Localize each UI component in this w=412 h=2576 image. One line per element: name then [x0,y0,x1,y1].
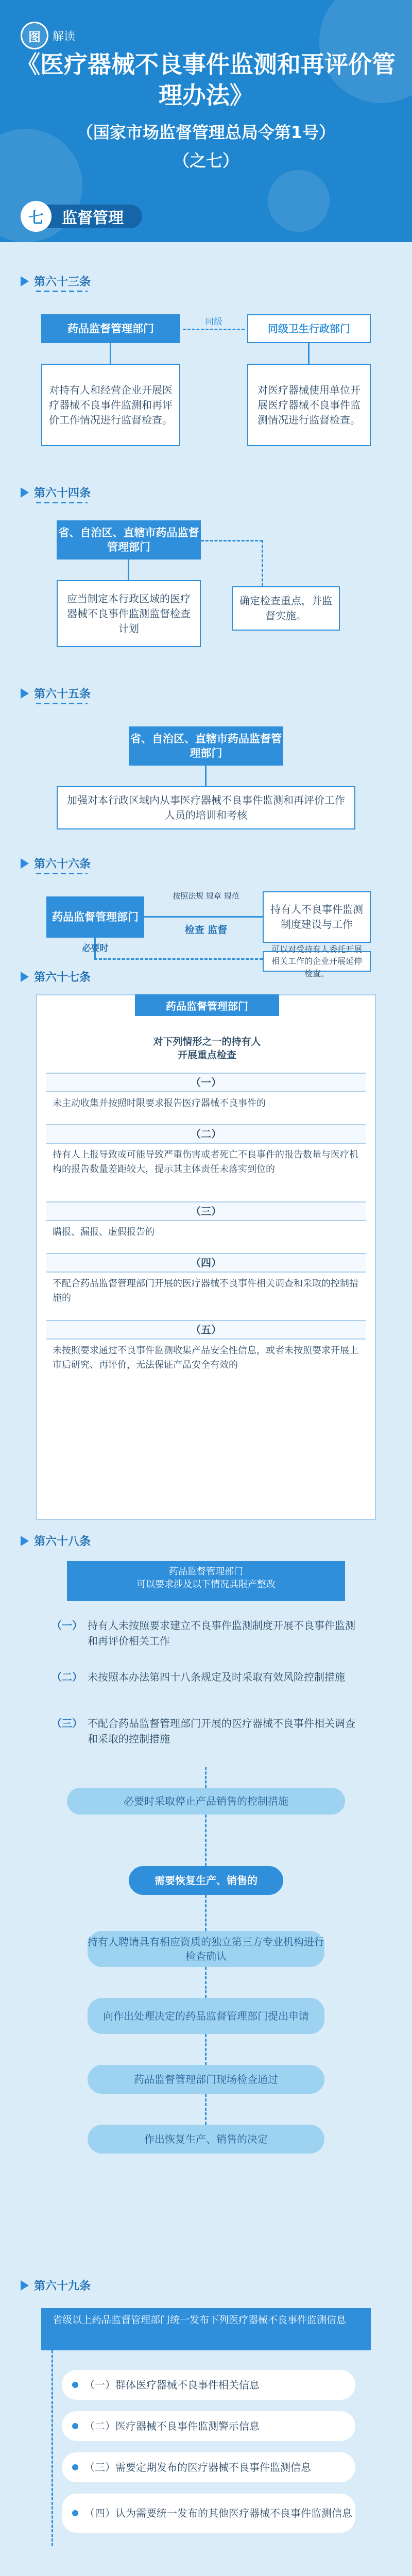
art68-item-number: （二） [52,1671,82,1683]
connector-line [308,343,310,364]
art69-item [62,2370,355,2400]
connector-line [205,2094,207,2125]
art69-item-text: （四）认为需要统一发布的其他医疗器械不良事件监测信息 [84,2506,352,2519]
connector-line [205,1967,207,1998]
divider [36,291,88,292]
connector-line [52,2350,53,2546]
article-heading-text: 第六十四条 [34,487,91,500]
art66-mid-bottom: 检查 监督 [184,924,228,936]
art63-right-box: 同级卫生行政部门 [247,314,371,343]
art67-item-text: 未按照要求通过不良事件监测收集产品安全性信息，或者未按照要求开展上市后研究、再评价，无法保证产品安全有效的 [53,1345,358,1370]
art66-left-box: 药品监督管理部门 [46,896,144,938]
arrow-icon [21,1536,29,1546]
brand-logo: 图 [21,22,48,49]
art68-item [52,1716,360,1747]
page-part: （之七） [173,151,239,171]
connector-line [94,958,263,960]
art68-item-text: 不配合药品监督管理部门开展的医疗器械不良事件相关调查和采取的控制措施 [88,1717,355,1745]
art66-right-text: 持有人不良事件监测制度建设与工作 [263,891,371,943]
art64-box: 省、自治区、直辖市药品监督管理部门 [57,520,201,560]
art67-box: 药品监督管理部门 [135,994,279,1016]
art67-item-text: 未主动收集并按照时限要求报告医疗器械不良事件的 [53,1098,266,1109]
connector-line [262,540,263,586]
decor-bubble [268,170,330,232]
art67-item-number: （一） [46,1073,366,1092]
article-heading-68 [21,1533,91,1549]
art66-mid-top: 按照法规 规章 规范 [173,891,239,901]
article-heading-63 [21,273,91,289]
art65-text: 加强对本行政区域内从事医疗器械不良事件监测和再评价工作人员的培训和考核 [57,786,355,829]
article-heading-text: 第六十五条 [34,688,91,701]
art64-left-text: 应当制定本行政区域的医疗器械不良事件监测监督检查计划 [57,580,201,647]
art68-item [52,1669,360,1685]
connector-line [205,2034,207,2065]
art68-item-number: （三） [52,1717,82,1730]
art67-panel [36,994,376,1520]
page-subtitle: （国家市场监督管理总局令第1号） [76,123,336,142]
art68-flow-step: 作出恢复生产、销售的决定 [88,2125,324,2154]
connector-line [205,766,207,786]
art68-item-text: 未按照本办法第四十八条规定及时采取有效风险控制措施 [88,1671,345,1683]
art63-right-text: 对医疗器械使用单位开展医疗器械不良事件监测情况进行监督检查。 [247,364,371,446]
bullet-icon [72,2510,78,2516]
page-title: 《医疗器械不良事件监测和再评价管理办法》 [16,50,396,109]
connector-line [144,916,263,918]
art68-necessary: 必要时采取停止产品销售的控制措施 [67,1788,345,1815]
connector-line [205,1767,207,1788]
article-heading-69 [21,2277,91,2293]
art63-left-box: 药品监督管理部门 [41,314,180,343]
art68-item-number: （一） [52,1619,82,1632]
article-heading-65 [21,685,91,701]
art67-item-text: 瞒报、漏报、虚假报告的 [53,1227,154,1238]
art67-item-number: （五） [46,1320,366,1340]
article-heading-text: 第六十八条 [34,1535,91,1548]
arrow-icon [21,972,29,982]
art65-box: 省、自治区、直辖市药品监督管理部门 [129,726,283,766]
article-heading-64 [21,484,91,500]
article-heading-66 [21,855,91,871]
art69-item [62,2411,355,2441]
arrow-icon [21,688,29,699]
chapter-badge [21,201,142,232]
connector-line [128,560,129,580]
art69-item-text: （三）需要定期发布的医疗器械不良事件监测信息 [84,2461,311,2473]
article-heading-text: 第六十九条 [34,2280,91,2293]
art67-intro: 对下列情形之一的持有人开展重点检查 [153,1036,261,1061]
art68-head: 药品监督管理部门 可以要求涉及以下情况其限产整改 [67,1561,345,1601]
art68-item [52,1618,360,1649]
divider [36,703,88,704]
chapter-label: 监督管理 [43,205,142,228]
article-heading-text: 第六十七条 [34,971,91,984]
brand-text: 解读 [53,30,76,43]
art69-item-text: （一）群体医疗器械不良事件相关信息 [84,2378,260,2391]
art68-flow-step: 持有人聘请具有相应资质的独立第三方专业机构进行检查确认 [88,1931,324,1967]
arrow-icon [21,487,29,498]
art64-right-text: 确定检查重点，并监督实施。 [232,586,340,631]
article-heading-text: 第六十三条 [34,276,91,289]
art67-item-text: 不配合药品监督管理部门开展的医疗器械不良事件相关调查和采取的控制措施的 [53,1278,358,1303]
art68-flow-step: 向作出处理决定的药品监督管理部门提出申请 [88,1998,324,2034]
divider [36,873,88,874]
art67-item-text: 持有人上报导致或可能导致严重伤害或者死亡不良事件的报告数量与医疗机构的报告数量差距较大，提示其主体责任未落实到位的 [53,1149,358,1175]
bullet-icon [72,2423,78,2429]
connector-line [110,343,111,364]
article-heading-text: 第六十六条 [34,858,91,871]
art68-resume-head: 需要恢复生产、销售的 [129,1866,283,1895]
arrow-icon [21,858,29,869]
divider [36,502,88,503]
article-heading-67 [21,969,91,985]
bullet-icon [72,2382,78,2388]
art63-left-text: 对持有人和经营企业开展医疗器械不良事件监测和再评价工作情况进行监督检查。 [41,364,180,446]
art68-flow-step: 药品监督管理部门现场检查通过 [88,2065,324,2094]
arrow-icon [21,2280,29,2291]
art63-connector: 同级 [205,317,222,327]
art67-item-number: （四） [46,1253,366,1273]
art69-item [62,2494,355,2533]
connector-line [205,1815,207,1866]
brand [21,22,75,49]
chapter-number: 七 [21,201,52,232]
art66-necessary: 必要时 [82,943,109,954]
header-banner [0,0,412,242]
art67-item-number: （三） [46,1201,366,1221]
art68-item-text: 持有人未按照要求建立不良事件监测制度开展不良事件监测和再评价相关工作 [88,1619,355,1647]
art66-bottom-text: 可以对受持有人委托开展相关工作的企业开展延伸检查。 [263,951,371,972]
arrow-icon [21,276,29,286]
bullet-icon [72,2464,78,2470]
connector-line [183,329,245,330]
art69-item-text: （二）医疗器械不良事件监测警示信息 [84,2419,260,2432]
connector-line [205,1895,207,1931]
connector-line [201,540,263,541]
art69-head: 省级以上药品监督管理部门统一发布下列医疗器械不良事件监测信息 [41,2308,371,2350]
art69-item [62,2452,355,2482]
art67-item-number: （二） [46,1124,366,1144]
